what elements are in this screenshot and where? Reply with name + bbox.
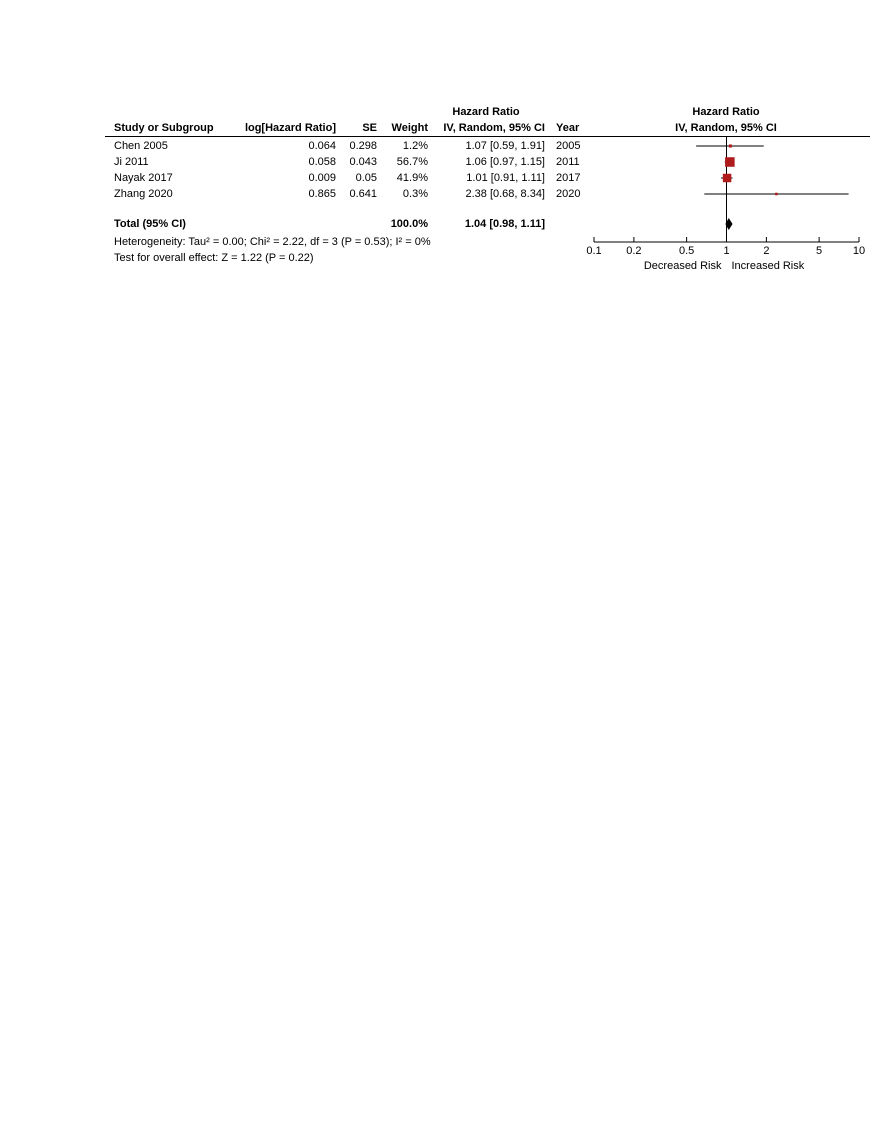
header-study: Study or Subgroup xyxy=(114,122,214,134)
study-loghr: 0.058 xyxy=(308,156,336,168)
study-weight: 0.3% xyxy=(402,188,428,200)
x-axis-tick-label: 0.5 xyxy=(678,245,695,257)
study-marker xyxy=(775,193,778,196)
x-axis-tick-label: 1 xyxy=(723,245,730,257)
header-se: SE xyxy=(362,122,377,134)
study-ci: 2.38 [0.68, 8.34] xyxy=(465,188,545,200)
study-name: Ji 2011 xyxy=(114,156,149,168)
study-se: 0.298 xyxy=(349,140,377,152)
header-weight: Weight xyxy=(391,122,428,134)
x-axis-tick-label: 5 xyxy=(816,245,823,257)
decreased-risk-label: Decreased Risk xyxy=(643,260,722,272)
total-weight: 100.0% xyxy=(390,218,428,230)
study-name: Chen 2005 xyxy=(114,140,168,152)
study-year: 2017 xyxy=(556,172,581,184)
header-ci: IV, Random, 95% CI xyxy=(443,122,545,134)
study-weight: 56.7% xyxy=(396,156,428,168)
study-se: 0.043 xyxy=(349,156,377,168)
x-axis-tick-label: 10 xyxy=(852,245,866,257)
total-label: Total (95% CI) xyxy=(114,218,186,230)
study-year: 2020 xyxy=(556,188,581,200)
study-loghr: 0.009 xyxy=(308,172,336,184)
study-ci: 1.06 [0.97, 1.15] xyxy=(465,156,545,168)
header-group-hazard-ratio: Hazard Ratio xyxy=(452,106,520,118)
study-year: 2011 xyxy=(556,156,580,168)
study-se: 0.641 xyxy=(349,188,377,200)
heterogeneity-text: Heterogeneity: Tau² = 0.00; Chi² = 2.22, df = 3 (P = 0.53); I² = 0% xyxy=(114,236,431,248)
study-loghr: 0.865 xyxy=(308,188,336,200)
study-marker xyxy=(729,144,732,147)
increased-risk-label: Increased Risk xyxy=(731,260,805,272)
overall-effect-text: Test for overall effect: Z = 1.22 (P = 0.22) xyxy=(114,252,314,264)
study-marker xyxy=(723,174,731,182)
study-weight: 41.9% xyxy=(396,172,428,184)
x-axis-tick-label: 0.1 xyxy=(586,245,602,257)
study-ci: 1.01 [0.91, 1.11] xyxy=(466,172,545,184)
study-se: 0.05 xyxy=(355,172,377,184)
header-loghr: log[Hazard Ratio] xyxy=(244,122,336,134)
study-weight: 1.2% xyxy=(402,140,428,152)
header-group-plot: Hazard Ratio xyxy=(692,106,760,118)
study-name: Nayak 2017 xyxy=(114,172,173,184)
header-year: Year xyxy=(556,122,580,134)
study-name: Zhang 2020 xyxy=(114,188,173,200)
x-axis-tick-label: 2 xyxy=(763,245,770,257)
forest-plot xyxy=(0,0,884,300)
study-year: 2005 xyxy=(556,140,581,152)
study-loghr: 0.064 xyxy=(308,140,336,152)
header-plot-ci: IV, Random, 95% CI xyxy=(675,122,777,134)
study-ci: 1.07 [0.59, 1.91] xyxy=(465,140,545,152)
study-marker xyxy=(725,157,735,167)
x-axis-tick-label: 0.2 xyxy=(626,245,642,257)
total-ci: 1.04 [0.98, 1.11] xyxy=(464,218,545,230)
